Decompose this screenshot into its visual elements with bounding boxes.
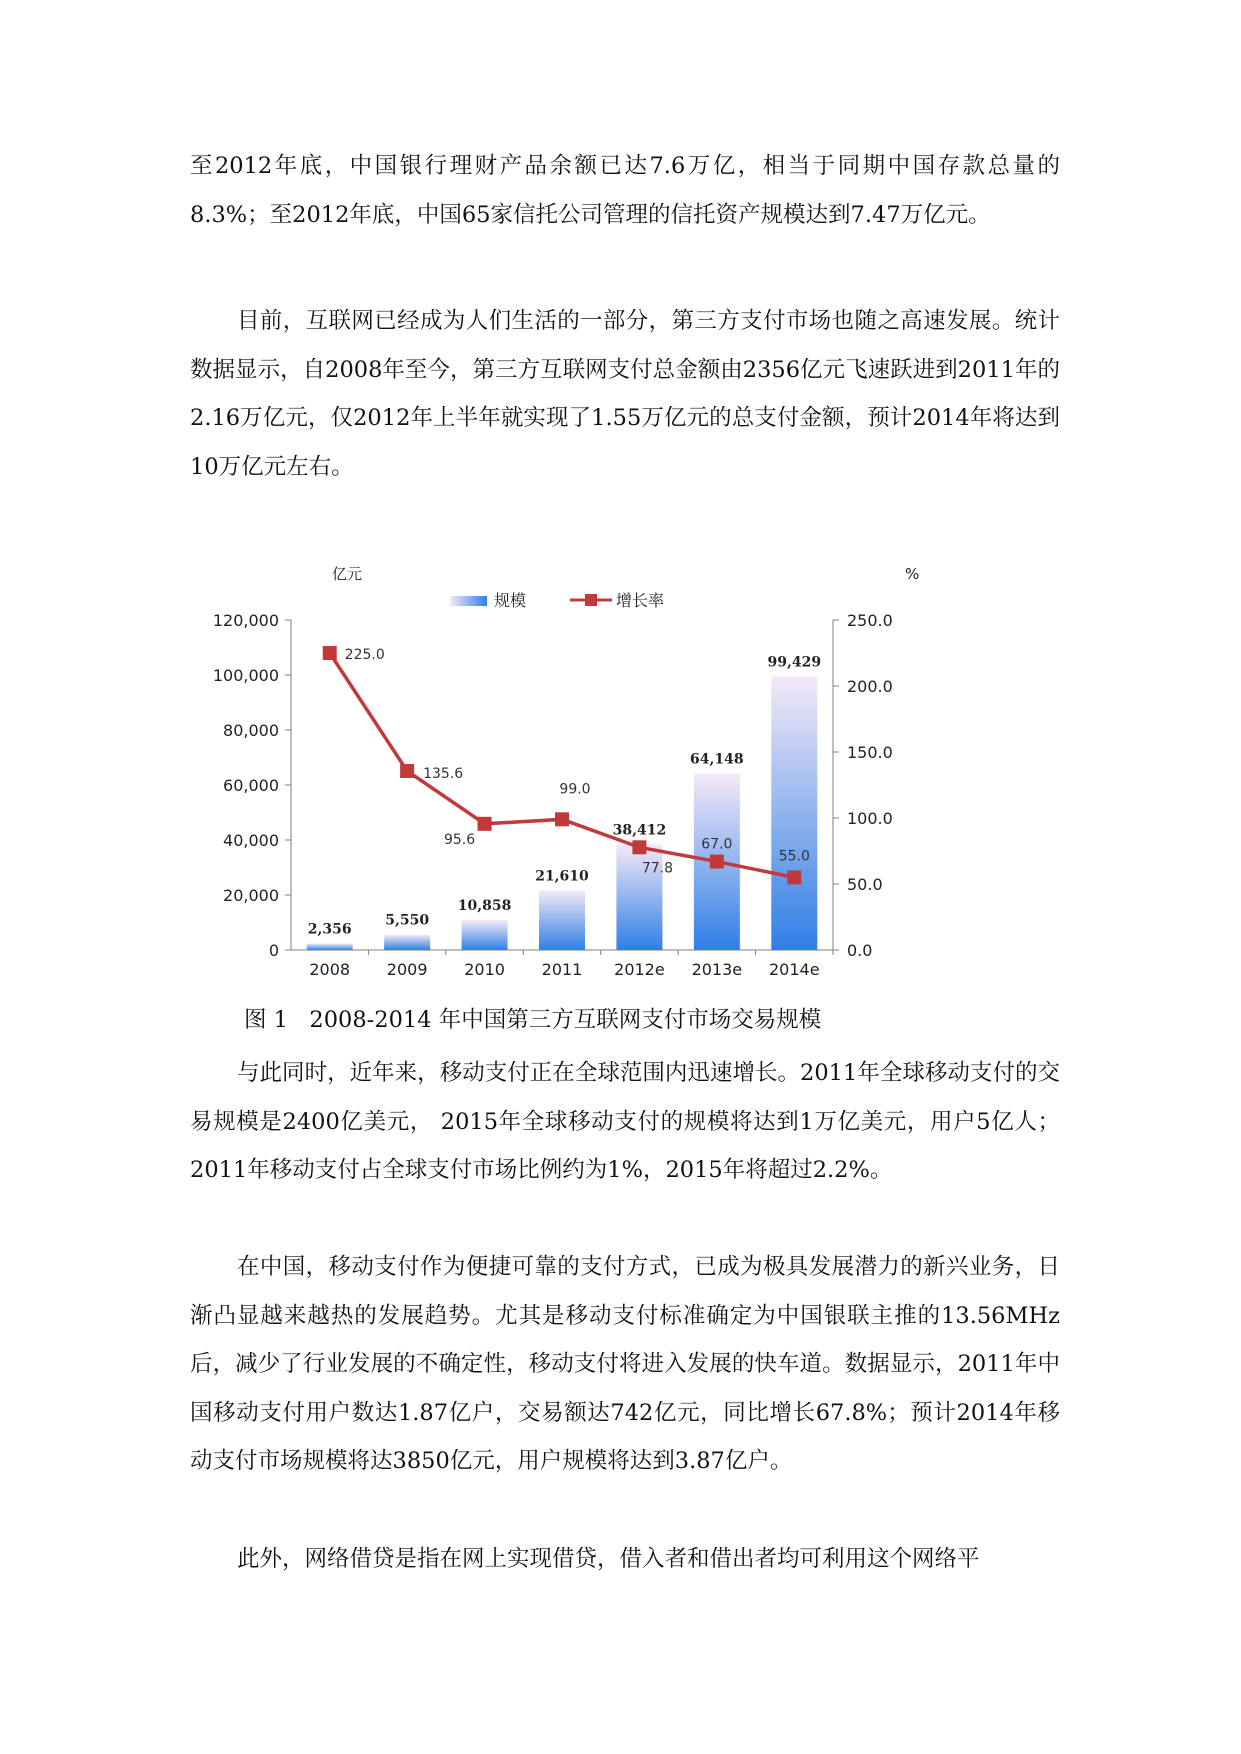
paragraph-2: 目前，互联网已经成为人们生活的一部分，第三方支付市场也随之高速发展。统计数据显示，自2008年至今，第三方互联网支付总金额由2356亿元飞速跃进到2011年的2.16万亿元，仅2012年上半年就实现了1.55万亿元的总支付金额，预计2014年将达到10万亿元左右。 xyxy=(190,308,1060,480)
y-left-tick-label: 120,000 xyxy=(212,611,279,630)
y-left-tick-label: 80,000 xyxy=(223,721,279,740)
bar-2014e xyxy=(771,677,817,950)
growth-marker-2010 xyxy=(478,817,492,831)
growth-data-label: 225.0 xyxy=(344,647,385,663)
legend xyxy=(450,591,664,610)
legend-swatch-marker xyxy=(585,594,597,606)
growth-data-label: 99.0 xyxy=(559,781,591,798)
bar-2008 xyxy=(307,944,353,950)
growth-marker-2011 xyxy=(555,812,569,826)
growth-marker-2012e xyxy=(632,840,646,854)
growth-data-label: 55.0 xyxy=(778,848,810,865)
bar-data-label: 5,550 xyxy=(385,912,430,929)
figure-caption: 图 1 2008-2014 年中国第三方互联网支付市场交易规模 xyxy=(244,1007,822,1033)
growth-marker-2009 xyxy=(400,764,414,778)
paragraph-5: 此外，网络借贷是指在网上实现借贷，借入者和借出者均可利用这个网络平 xyxy=(237,1546,980,1572)
growth-data-label: 95.6 xyxy=(443,831,476,848)
bar-2011 xyxy=(539,891,585,950)
x-tick-label: 2013e xyxy=(691,960,743,979)
bar-2010 xyxy=(462,920,508,950)
x-tick-label: 2009 xyxy=(386,960,428,979)
paragraph-3: 与此同时，近年来，移动支付正在全球范围内迅速增长。2011年全球移动支付的交易规模是2400亿美元， 2015年全球移动支付的规模将达到1万亿美元，用户5亿人；2011年移动支付占全球支付市场比例约为1%，2015年将超过2.2%。 xyxy=(190,1060,1060,1183)
y-left-tick-label: 100,000 xyxy=(212,666,279,685)
y-right-tick-label: 50.0 xyxy=(847,875,883,894)
y-right-tick-label: 0.0 xyxy=(847,941,873,960)
bar-data-label: 38,412 xyxy=(612,822,667,839)
legend-swatch-bar xyxy=(450,596,487,606)
growth-data-label: 77.8 xyxy=(641,860,674,877)
y-right-tick-label: 100.0 xyxy=(847,809,893,828)
legend-label-line: 增长率 xyxy=(616,591,665,610)
x-tick-label: 2008 xyxy=(309,960,351,979)
y-left-tick-label: 60,000 xyxy=(223,776,279,795)
bar-data-label: 99,429 xyxy=(767,654,822,671)
x-tick-label: 2014e xyxy=(769,960,820,979)
paragraph-1: 至2012年底，中国银行理财产品余额已达7.6万亿，相当于同期中国存款总量的8.3%；至2012年底，中国65家信托公司管理的信托资产规模达到7.47万亿元。 xyxy=(190,153,1060,228)
x-tick-label: 2010 xyxy=(464,960,505,979)
x-tick-label: 2012e xyxy=(614,960,665,979)
growth-marker-2014e xyxy=(787,870,801,884)
growth-marker-2013e xyxy=(710,855,724,869)
y-right-tick-label: 150.0 xyxy=(847,743,893,762)
growth-marker-2008 xyxy=(323,646,337,660)
paragraph-4: 在中国，移动支付作为便捷可靠的支付方式，已成为极具发展潜力的新兴业务，日渐凸显越来越热的发展趋势。尤其是移动支付标准确定为中国银联主推的13.56MHz后，减少了行业发展的不确定性，移动支付将进入发展的快车道。数据显示，2011年中国移动支付用户数达1.87亿户，交易额达742亿元，同比增长67.8%；预计2014年移动支付市场规模将达3850亿元，用户规模将达到3.87亿户。 xyxy=(190,1254,1060,1474)
y-right-unit: % xyxy=(905,565,920,583)
growth-data-label: 67.0 xyxy=(701,836,733,853)
bar-data-label: 21,610 xyxy=(535,868,589,885)
y-left-unit: 亿元 xyxy=(332,565,363,583)
y-left-tick-label: 0 xyxy=(268,941,279,960)
bar-data-label: 10,858 xyxy=(457,898,512,915)
x-tick-label: 2011 xyxy=(541,960,583,979)
y-right-tick-label: 250.0 xyxy=(847,611,893,630)
payment-market-chart xyxy=(190,555,950,980)
growth-data-label: 135.6 xyxy=(423,766,464,783)
bar-data-label: 64,148 xyxy=(690,751,744,768)
bar-data-label: 2,356 xyxy=(307,921,352,938)
y-right-tick-label: 200.0 xyxy=(847,677,893,696)
legend-label-bar: 规模 xyxy=(494,591,527,610)
y-left-tick-label: 20,000 xyxy=(223,886,279,905)
bar-2009 xyxy=(384,935,430,950)
y-left-tick-label: 40,000 xyxy=(223,831,279,850)
